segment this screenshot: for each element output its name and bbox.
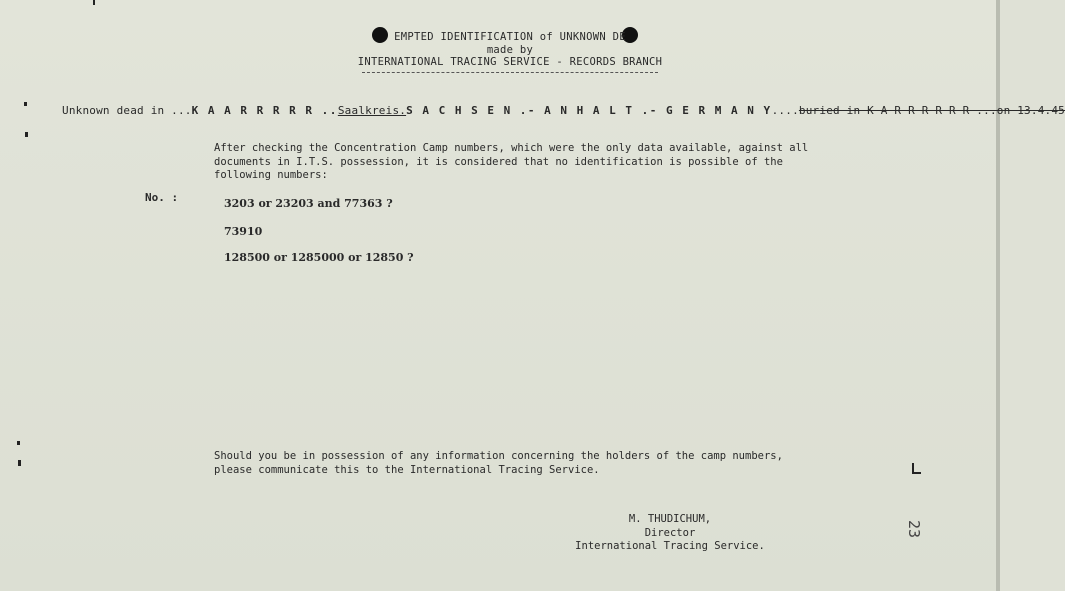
- unknown-prefix: Unknown dead in ...: [62, 104, 192, 117]
- margin-mark: [93, 0, 95, 5]
- header-rule: [362, 72, 658, 73]
- signature-block: [560, 513, 780, 554]
- made-by-text: made by: [486, 44, 534, 56]
- page-number: 23: [905, 519, 924, 539]
- organisation-name: INTERNATIONAL TRACING SERVICE - RECORDS BRANCH: [357, 56, 663, 68]
- numbers-label: No. :: [145, 191, 179, 204]
- signatory-name: M. THUDICHUM,: [628, 513, 712, 525]
- margin-mark: [25, 132, 28, 137]
- camp-number-row: 3203 or 23203 and 77363 ?: [224, 197, 393, 210]
- request-paragraph: [214, 450, 834, 477]
- paragraph-line: After checking the Concentration Camp numbers, which were the only data available, against all: [214, 142, 809, 154]
- camp-number-row: 128500 or 1285000 or 12850 ?: [224, 251, 414, 264]
- paragraph-line: documents in I.T.S. possession, it is considered that no identification is possible of the: [214, 155, 783, 168]
- explanation-paragraph: [214, 142, 834, 183]
- region-name: Saalkreis.: [337, 104, 407, 117]
- paragraph-line: following numbers:: [214, 169, 328, 181]
- camp-number-row: 73910: [224, 225, 263, 238]
- unknown-dead-line: [62, 104, 1065, 117]
- footer-line: Should you be in possession of any information concerning the holders of the camp numbers,: [214, 450, 783, 462]
- margin-mark: [18, 460, 21, 466]
- margin-mark: [17, 441, 20, 445]
- document-title: EMPTED IDENTIFICATION of UNKNOWN DE: [394, 31, 626, 43]
- state-name: S A C H S E N .- A N H A L T .- G E R M A N Y: [406, 104, 772, 117]
- place-name: K A A R R R R R ..: [191, 104, 338, 117]
- burial-text: buried in K A R R R R R R ...on 13.4.45: [798, 104, 1065, 117]
- page-edge: [996, 0, 1000, 591]
- margin-mark: [912, 472, 921, 474]
- margin-mark: [24, 102, 27, 106]
- dots: ....: [771, 104, 799, 117]
- footer-line: please communicate this to the International Tracing Service.: [214, 463, 600, 476]
- signatory-title: Director: [644, 526, 696, 539]
- signatory-org: International Tracing Service.: [575, 540, 765, 552]
